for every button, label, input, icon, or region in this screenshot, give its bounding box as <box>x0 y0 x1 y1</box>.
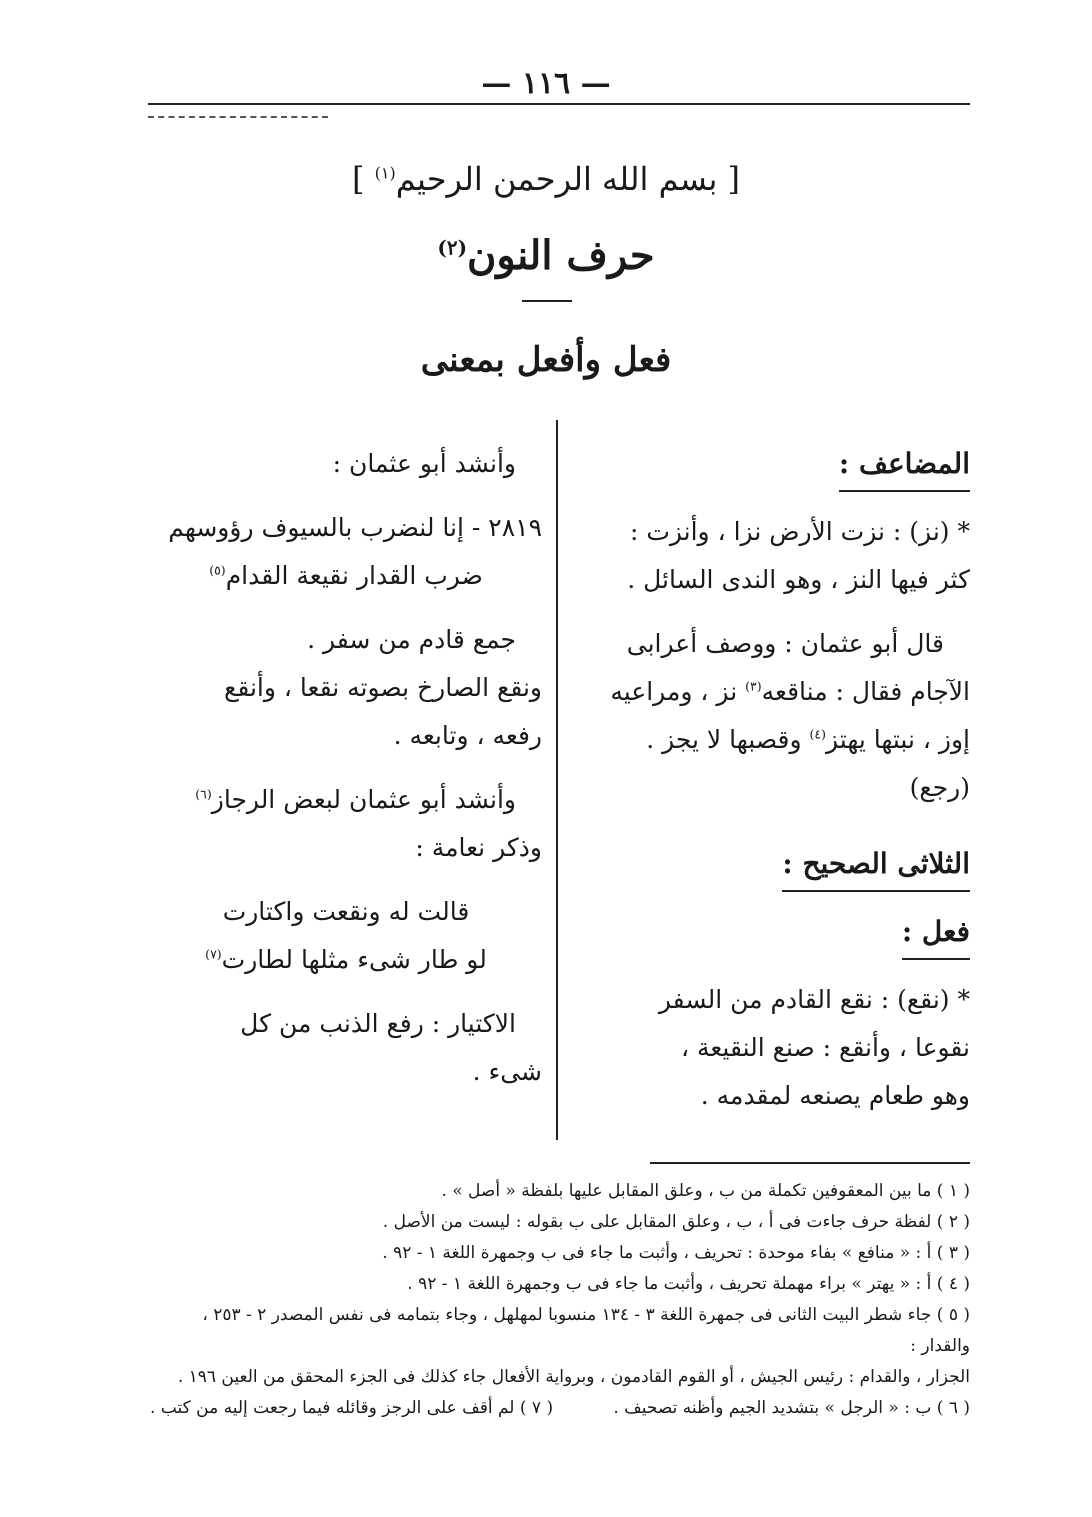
entry-nazz-line-1: * (نز) : نزت الأرض نزا ، وأنزت : <box>629 517 970 546</box>
footnote-5-line-1: ( ٥ ) جاء شطر البيت الثانى فى جمهرة اللغة ٣ - ١٣٤ منسوبا لمهلهل ، وجاء بتمامه فى نفس المصدر ٢ - ٢٥٣ ، والقدار : <box>202 1305 970 1356</box>
basmala-text: [ بسم الله الرحمن الرحيم <box>395 160 741 198</box>
intro-1: وأنشد أبو عثمان : <box>332 449 516 478</box>
heading-faala: فعل : <box>902 908 970 960</box>
entry-naqa-line-1: * (نقع) : نقع القادم من السفر <box>658 985 970 1014</box>
note-2-line-1: ونقع الصارخ بصوته نقعا ، وأنقع <box>224 673 542 702</box>
page-number: — ١١٦ — <box>481 66 611 101</box>
footnote-3: ( ٣ ) أ : « منافع » بفاء موحدة : تحريف ، وأثبت ما جاء فى ب وجمهرة اللغة ١ - ٩٢ . <box>382 1243 970 1263</box>
quote-line-4: (رجع) <box>909 773 970 802</box>
quote-line-2: الآجام فقال : مناقعه$^{(٣)}$ نز ، ومراعيه <box>610 677 970 706</box>
intro-2-line-1: وأنشد أبو عثمان لبعض الرجاز$^{(٦)}$ <box>195 785 516 814</box>
subtitle: فعل وأفعل بمعنى <box>420 340 672 380</box>
entry-naqa-line-2: نقوعا ، وأنقع : صنع النقيعة ، <box>680 1033 970 1062</box>
header-rule <box>148 103 970 105</box>
verse-1-line-1: ٢٨١٩ - إنا لنضرب بالسيوف رؤوسهم <box>168 513 542 542</box>
footnote-7: ( ٧ ) لم أقف على الرجز وقائله فيما رجعت إليه من كتب . <box>150 1398 554 1418</box>
intro-2-line-2: وذكر نعامة : <box>415 833 542 862</box>
note-3-line-2: شىء . <box>472 1057 542 1086</box>
column-divider <box>556 420 558 1140</box>
footnote-6: ( ٦ ) ب : « الرجل » بتشديد الجيم وأظنه تصحيف . <box>613 1398 970 1418</box>
verse-2-line-1: قالت له ونقعت واكتارت <box>222 897 470 926</box>
heading-mudaaf: المضاعف : <box>839 440 970 492</box>
footnote-5-line-2: الجزار ، والقدام : رئيس الجيش ، أو القوم القادمون ، وبرواية الأفعال جاء كذلك فى الجزء المحقق من العين ١٩٦ . <box>177 1367 970 1387</box>
basmala-close: ] <box>351 160 365 198</box>
quote-line-3: إوز ، نبتها يهتز$^{(٤)}$ وقصبها لا يجز . <box>646 725 970 754</box>
footnote-ref-6: (٦) <box>195 786 212 802</box>
footnote-ref-5: (٥) <box>209 562 226 578</box>
footnote-ref-7: (٧) <box>205 946 222 962</box>
footnote-ref-1: (١) <box>374 163 396 183</box>
quote-line-1: قال أبو عثمان : ووصف أعرابى <box>626 629 944 658</box>
note-2-line-2: رفعه ، وتابعه . <box>393 721 542 750</box>
entry-nazz-line-2: كثر فيها النز ، وهو الندى السائل . <box>627 565 970 594</box>
entry-naqa-line-3: وهو طعام يصنعه لمقدمه . <box>700 1081 970 1110</box>
note-3-line-1: الاكتيار : رفع الذنب من كل <box>240 1009 516 1038</box>
footnote-ref-3: (٣) <box>745 678 762 694</box>
footnote-ref-2: (٢) <box>437 235 468 260</box>
note-1: جمع قادم من سفر . <box>307 625 516 654</box>
footnote-ref-4: (٤) <box>809 726 826 742</box>
footnote-4: ( ٤ ) أ : « يهتر » براء مهملة تحريف ، وأثبت ما جاء فى ب وجمهرة اللغة ١ - ٩٢ . <box>407 1274 970 1294</box>
verse-2-line-2: لو طار شىء مثلها لطارت$^{(٧)}$ <box>205 945 487 974</box>
footnote-rule <box>650 1162 970 1164</box>
footnote-1: ( ١ ) ما بين المعقوفين تكملة من ب ، وعلق المقابل عليها بلفظة « أصل » . <box>441 1181 970 1201</box>
section-title <box>0 232 1092 279</box>
left-column <box>150 440 542 1096</box>
header-rule-dashed <box>148 116 328 118</box>
basmala <box>0 160 1092 198</box>
heading-thulathi: الثلاثى الصحيح : <box>782 840 970 892</box>
title-rule <box>522 300 572 302</box>
footnotes <box>150 1176 970 1424</box>
right-column <box>570 440 970 1120</box>
verse-1-line-2: ضرب القدار نقيعة القدام$^{(٥)}$ <box>209 561 483 590</box>
footnote-2: ( ٢ ) لفظة حرف جاءت فى أ ، ب ، وعلق المقابل على ب بقوله : ليست من الأصل . <box>382 1212 970 1232</box>
section-title-text: حرف النون <box>467 232 655 279</box>
